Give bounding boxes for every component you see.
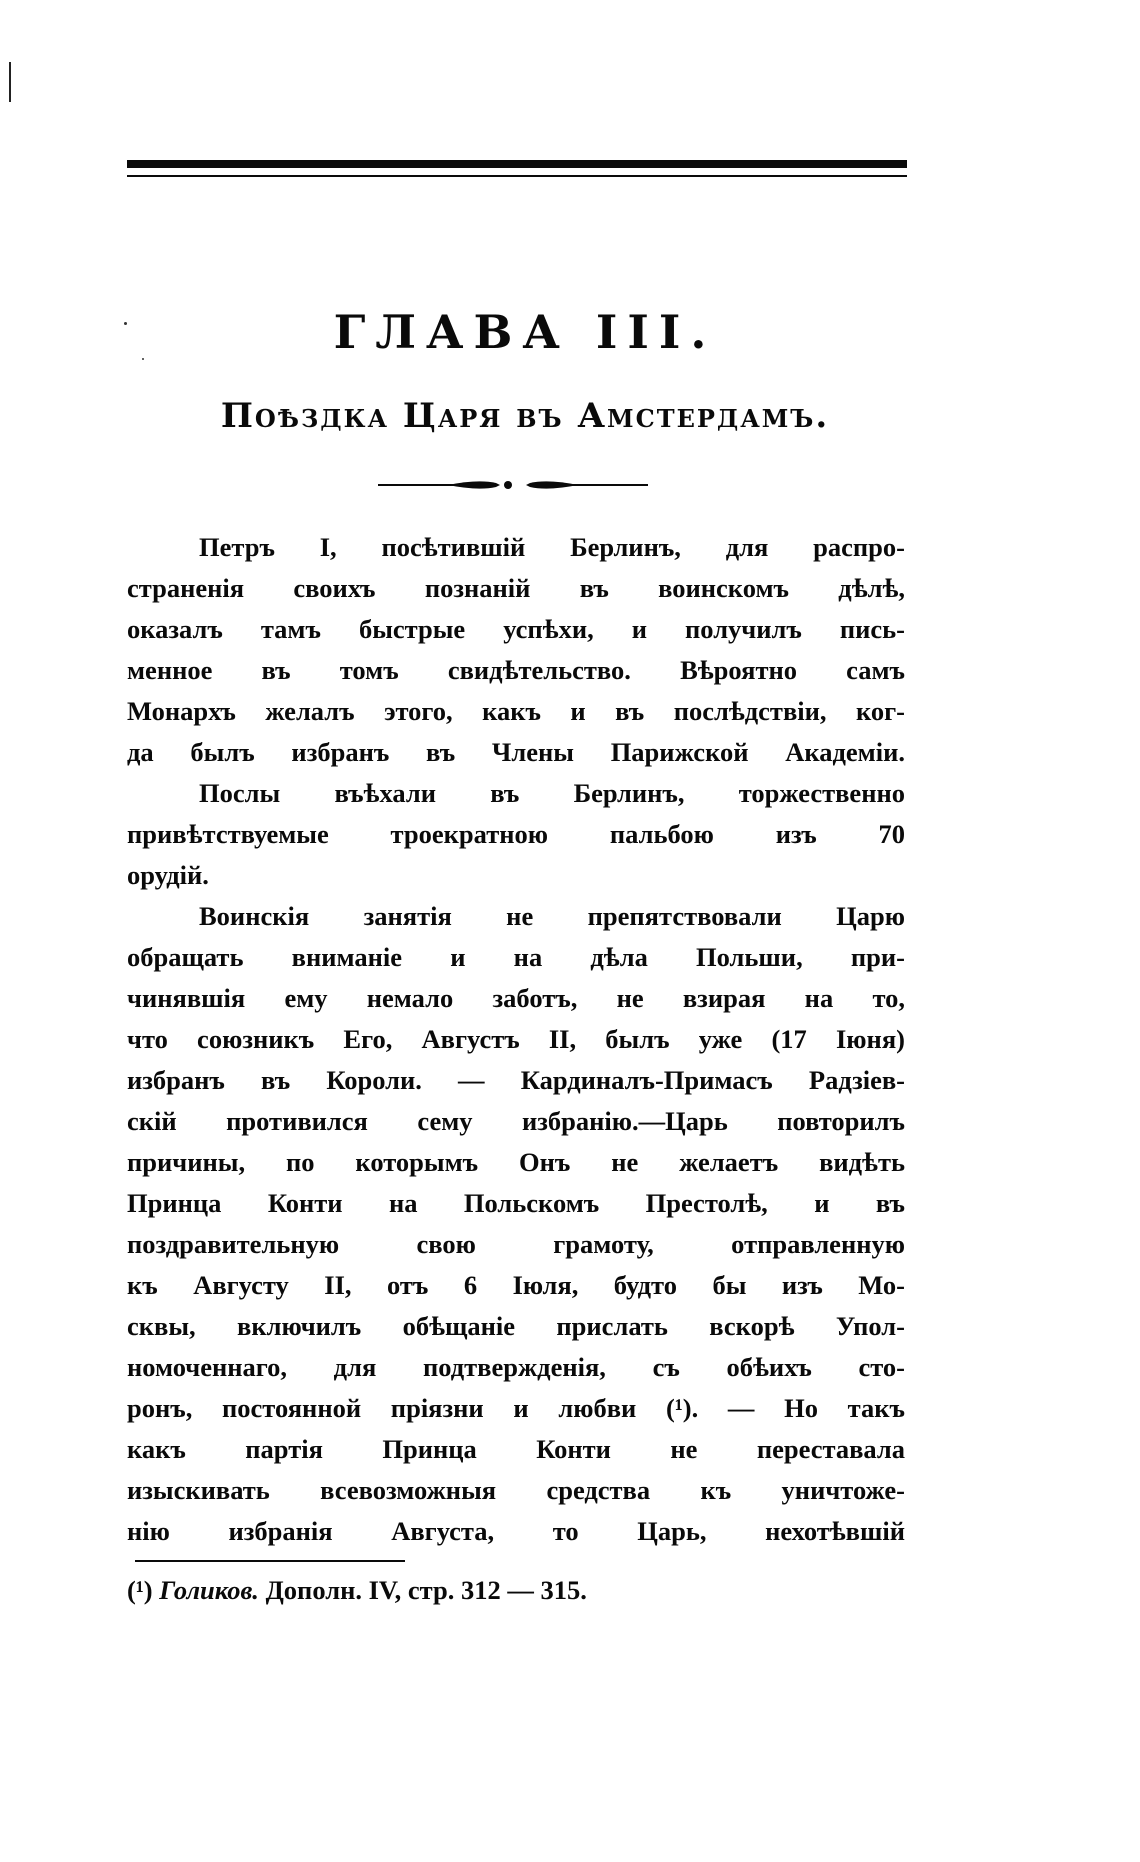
text-line: чинявшія ему немало заботъ, не взирая на то, bbox=[127, 983, 905, 1013]
text-line: изыскивать всевозможныя средства къ уничтоже- bbox=[127, 1475, 905, 1505]
text-line: что союзникъ Его, Августъ II, былъ уже (17 Іюня) bbox=[127, 1024, 905, 1054]
body-text bbox=[127, 527, 905, 1552]
footnote-rule bbox=[135, 1560, 405, 1562]
text-line: поздравительную свою грамоту, отправленную bbox=[127, 1229, 905, 1259]
ornament-divider bbox=[378, 470, 648, 500]
footnote-mark: (¹) bbox=[127, 1575, 153, 1605]
text-line: орудій. bbox=[127, 860, 209, 890]
text-line: Принца Конти на Польскомъ Престолѣ, и въ bbox=[127, 1188, 905, 1218]
footnote bbox=[127, 1570, 905, 1610]
text-line: сквы, включилъ обѣщаніе прислать вскорѣ Упол- bbox=[127, 1311, 905, 1341]
footnote-author: Голиков. bbox=[159, 1575, 259, 1605]
text-line: къ Августу II, отъ 6 Іюля, будто бы изъ Мо- bbox=[127, 1270, 905, 1300]
text-line: оказалъ тамъ быстрые успѣхи, и получилъ пись- bbox=[127, 614, 905, 644]
scan-edge-mark bbox=[9, 62, 11, 102]
text-line: причины, по которымъ Онъ не желаетъ видѣть bbox=[127, 1147, 905, 1177]
chapter-heading: ГЛАВА III. bbox=[333, 305, 717, 359]
text-line: менное въ томъ свидѣтельство. Вѣроятно самъ bbox=[127, 655, 905, 685]
text-line: привѣтствуемые троекратною пальбою изъ 70 bbox=[127, 819, 905, 849]
text-line: ронъ, постоянной пріязни и любви (¹). — Но такъ bbox=[127, 1393, 905, 1423]
text-line: да былъ избранъ въ Члены Парижской Академіи. bbox=[127, 737, 905, 767]
text-line: Воинскія занятія не препятствовали Царю bbox=[199, 901, 905, 931]
text-line: Послы въѣхали въ Берлинъ, торжественно bbox=[199, 778, 905, 808]
text-line: избранъ въ Короли. — Кардиналъ-Примасъ Радзіев- bbox=[127, 1065, 905, 1095]
text-line: Петръ I, посѣтившій Берлинъ, для распро- bbox=[199, 532, 905, 562]
header-rule-thin bbox=[127, 175, 907, 177]
text-line: обращать вниманіе и на дѣла Польши, при- bbox=[127, 942, 905, 972]
text-line: страненія своихъ познаній въ воинскомъ дѣлѣ, bbox=[127, 573, 905, 603]
text-line: скій противился сему избранію.—Царь повторилъ bbox=[127, 1106, 905, 1136]
text-line: номоченнаго, для подтвержденія, съ обѣихъ сто- bbox=[127, 1352, 905, 1382]
chapter-subtitle: Поѣздка Царя въ Амстердамъ. bbox=[220, 396, 830, 436]
footnote-reference: Дополн. IV, стр. 312 — 315. bbox=[265, 1575, 587, 1605]
text-line: нію избранія Августа, то Царь, нехотѣвшій bbox=[127, 1516, 905, 1546]
header-rule-thick bbox=[127, 160, 907, 168]
text-line: какъ партія Принца Конти не переставала bbox=[127, 1434, 905, 1464]
text-line: Монархъ желалъ этого, какъ и въ послѣдствіи, ког- bbox=[127, 696, 905, 726]
